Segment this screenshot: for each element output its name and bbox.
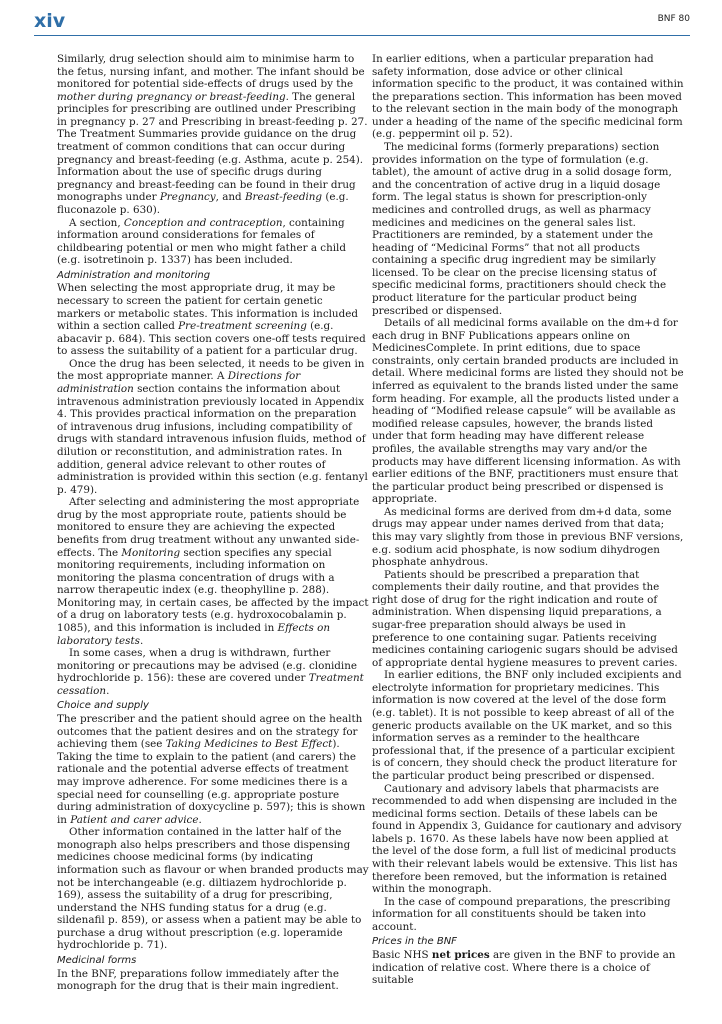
text-run: section specifies any special monitoring requirements, including information on monitoring the plasma concentration of drugs with a narrow therapeutic index (e.g. theophylline p. 288). Monitoring may, in certain cases, be affected by the impact of a drug on laboratory tests (e.g. hydroxocobalamin p. 1085), and this information is included in <box>57 546 369 635</box>
italic-text: Pregnancy <box>159 191 216 204</box>
paragraph <box>372 896 684 934</box>
text-run: Once the drug has been selected, it needs to be given in the most appropriate manner. A <box>57 357 365 383</box>
paragraph <box>57 968 369 993</box>
text-run: After selecting and administering the most appropriate drug by the most appropriate route, patients should be monitored to ensure they are achieving the expected benefits from drug treatment without any unwanted side-effects. The <box>57 496 360 559</box>
italic-text: Effects on laboratory tests <box>57 622 330 647</box>
text-run: (e.g. fluconazole p. 630). <box>57 191 349 216</box>
paragraph <box>57 358 369 496</box>
paragraph <box>57 713 369 826</box>
paragraph <box>372 949 684 987</box>
text-run: In earlier editions, the BNF only included excipients and electrolyte information for proprietary medicines. This information is now covered at the level of the dose form (e.g. tablet). It is not possible to keep abreast of all of the generic products available on the UK market, and so this information serves as a reminder to the healthcare professional that, if the presence of a particular excipient is of concern, they should check the product literature for the particular product being prescribed or dispensed. <box>372 669 682 782</box>
paragraph <box>372 141 684 317</box>
running-head: BNF 80 <box>657 14 690 24</box>
italic-text: Directions for administration <box>57 370 301 396</box>
paragraph <box>372 53 684 141</box>
text-run: (e.g. abacavir p. 684). This section covers one-off tests required to assess the suitability of a patient for a particular drug. <box>57 320 366 358</box>
paragraph <box>57 217 369 267</box>
text-run: As medicinal forms are derived from dm+d data, some drugs may appear under names derived from that data; this may vary slightly from those in previous BNF versions, e.g. sodium acid phosphate, is now sodium dihydrogen phosphate anhydrous. <box>372 505 684 569</box>
text-run: Patients should be prescribed a preparation that complements their daily routine, and that provides the right dose of drug for the right indication and route of administration. When dispensing liquid preparations, a sugar-free preparation should always be used in preference to one containing sugar. Patients receiving medicines containing cariogenic sugars should be advised of appropriate dental hygiene measures to prevent caries. <box>372 568 678 669</box>
paragraph <box>57 647 369 697</box>
paragraph <box>57 496 369 647</box>
text-run: . <box>139 634 144 647</box>
text-run: In earlier editions, when a particular preparation had safety information, dose advice or other clinical information specific to the product, it was contained within the preparations section. This information has been moved to the relevant section in the main body of the monograph under a heading of the name of the specific medicinal form (e.g. peppermint oil p. 52). <box>372 53 684 141</box>
section-heading-prices: Prices in the BNF <box>372 936 457 948</box>
text-run: , containing information around considerations for females of childbearing potential or men who might father a child (e.g. isotretinoin p. 1337) has been included. <box>57 216 346 267</box>
text-run: Similarly, drug selection should aim to minimise harm to the fetus, nursing infant, and mother. The infant should be monitored for potential side-effects of drugs used by the <box>57 53 365 91</box>
italic-text: Breast-feeding <box>244 191 323 204</box>
section-heading-choice-and-supply: Choice and supply <box>57 700 149 712</box>
text-run: The medicinal forms (formerly preparations) section provides information on the type of formulation (e.g. tablet), the amount of active drug in a solid dosage form, and the concentration of active drug in a liquid dosage form. The legal status is shown for prescription-only medicines and controlled drugs, as well as pharmacy medicines and medicines on the general sales list. Practitioners are reminded, by a statement under the heading of “Medicinal Forms” that not all products containing a specific drug ingredient may be similarly licensed. To be clear on the precise licensing status of specific medicinal forms, practitioners should check the product literature for the particular product being prescribed or dispensed. <box>372 141 672 317</box>
text-run: Other information contained in the latter half of the monograph also helps prescribers and those dispensing medicines choose medicinal forms (by indicating information such as flavour or when branded products may not be interchangeable (e.g. diltiazem hydrochloride p. 169), assess the suitability of a drug for prescribing, understand the NHS funding status for a drug (e.g. sildenafil p. 859), or assess when a patient may be able to purchase a drug without prescription (e.g. loperamide hydrochloride p. 71). <box>57 826 369 952</box>
italic-text: Monitoring <box>121 546 181 559</box>
paragraph <box>372 506 684 569</box>
paragraph <box>372 783 684 896</box>
italic-text: Taking Medicines to Best Effect <box>165 738 333 751</box>
italic-text: Patient and carer advice <box>70 813 199 826</box>
italic-text: Treatment cessation <box>57 672 364 697</box>
text-run: The prescriber and the patient should agree on the health outcomes that the patient desires and on the strategy for achieving them (see <box>57 713 363 751</box>
text-run: are given in the BNF to provide an indication of relative cost. Where there is a choice of suitable <box>372 949 676 987</box>
text-run: When selecting the most appropriate drug, it may be necessary to screen the patient for certain genetic markers or metabolic states. This information is included within a section called <box>57 282 358 333</box>
text-run: In the BNF, preparations follow immediately after the monograph for the drug that is their main ingredient. <box>57 967 339 993</box>
right-column <box>372 53 684 987</box>
text-run: A section, <box>69 216 124 229</box>
text-run: . The general principles for prescribing are outlined under Prescribing in pregnancy p. 27 and Prescribing in breast-feeding p. 27. The Treatment Summaries provide guidance on the drug treatment of common conditions that can occur during pregnancy and breast-feeding (e.g. Asthma, acute p. 254). Information about the use of specific drugs during pregnancy and breast-feeding can be found in their drug monographs under <box>57 90 368 204</box>
text-run: . <box>106 684 110 697</box>
text-run: In the case of compound preparations, the prescribing information for all constituents should be taken into account. <box>372 895 671 933</box>
left-column <box>57 53 369 993</box>
text-run: . <box>198 813 202 826</box>
italic-text: mother during pregnancy or breast-feeding <box>57 90 286 103</box>
page-header <box>34 9 690 36</box>
bold-text: net prices <box>431 949 490 962</box>
paragraph <box>57 53 369 217</box>
text-run: , and <box>215 191 245 204</box>
paragraph <box>57 282 369 357</box>
text-run: In some cases, when a drug is withdrawn, further monitoring or precautions may be advised (e.g. clonidine hydrochloride p. 156): these are covered under <box>57 647 358 685</box>
paragraph <box>372 569 684 670</box>
text-run: Cautionary and advisory labels that pharmacists are recommended to add when dispensing are included in the medicinal forms section. Details of these labels can be found in Appendix 3, Guidance for cautionary and advisory labels p. 1670. As these labels have now been applied at the level of the dose form, a full list of medicinal products with their relevant labels would be extensive. This list has therefore been removed, but the information is retained within the monograph. <box>372 782 682 896</box>
paragraph <box>372 317 684 506</box>
text-run: Basic NHS <box>372 949 432 962</box>
section-heading-administration: Administration and monitoring <box>57 269 211 281</box>
italic-text: Pre-treatment screening <box>178 320 307 333</box>
paragraph <box>372 669 684 782</box>
paragraph <box>57 826 369 952</box>
section-heading-medicinal-forms: Medicinal forms <box>57 955 137 967</box>
text-run: section contains the information about intravenous administration previously located in Appendix 4. This provides practical information on the preparation of intravenous drug infusions, including compatibility of drugs with standard intravenous infusion fluids, method of dilution or reconstitution, and administration rates. In addition, general advice relevant to other routes of administration is provided within this section (e.g. fentanyl p. 479). <box>57 383 368 496</box>
text-run: ). Taking the time to explain to the patient (and carers) the rationale and the potential adverse effects of treatment may improve adherence. For some medicines there is a special need for counselling (e.g. appropriate posture during administration of doxycycline p. 597); this is shown in <box>57 738 366 826</box>
page-number: xiv <box>34 10 66 32</box>
text-run: Details of all medicinal forms available on the dm+d for each drug in BNF Publications appears online on MedicinesComplete. In print editions, due to space constraints, only certain branded products are included in detail. Where medicinal forms are listed they should not be inferred as equivalent to the brands listed under the same form heading. For example, all the products listed under a heading of “Modified release capsule” will be available as modified release capsules, however, the brands listed under that form heading may have different release profiles, the available strengths may vary and/or the products may have different licensing information. As with earlier editions of the BNF, practitioners must ensure that the particular product being prescribed or dispensed is appropriate. <box>372 317 684 506</box>
italic-text: Conception and contraception <box>123 216 283 229</box>
